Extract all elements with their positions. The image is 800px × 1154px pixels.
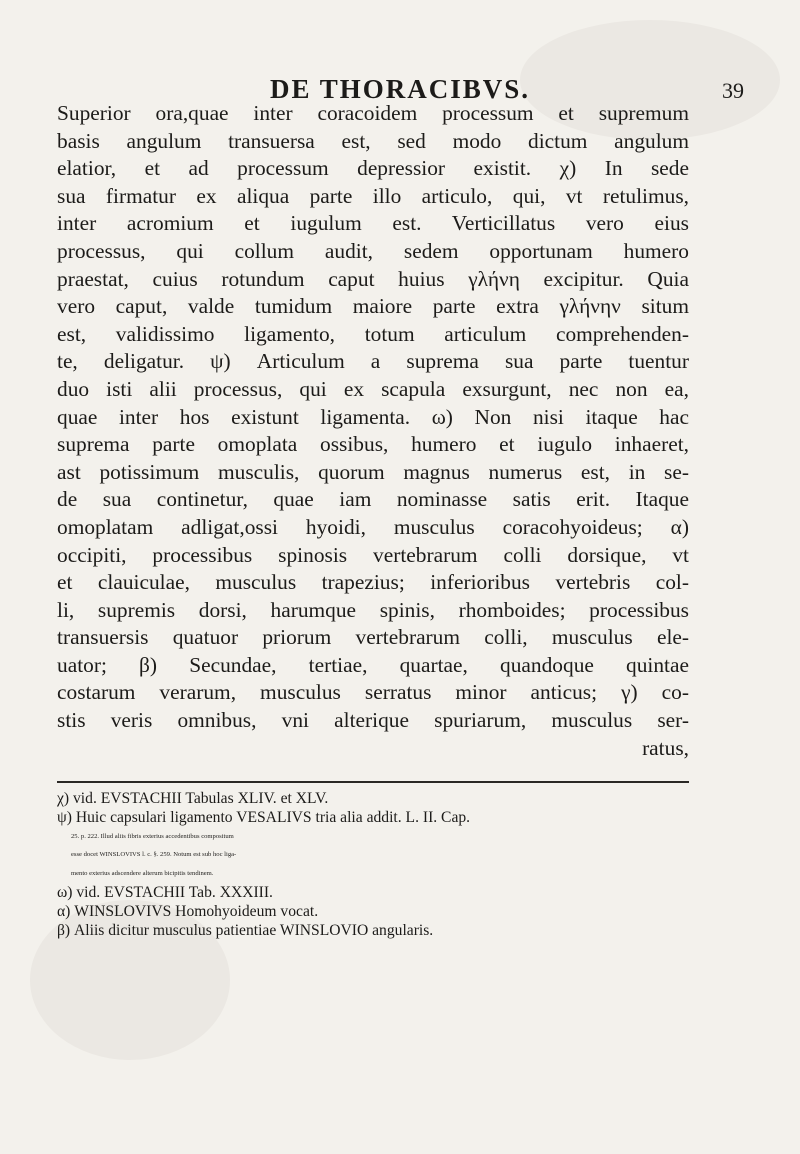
text-line: processus, qui collum audit, sedem opportunam humero: [57, 238, 689, 263]
text-line: et clauiculae, musculus trapezius; inferioribus vertebris col-: [57, 570, 689, 595]
text-line: basis angulum transuersa est, sed modo dictum angulum: [57, 128, 689, 153]
text-line: inter acromium et iugulum est. Verticillatus vero eius: [57, 211, 689, 236]
text-line: ast potissimum musculis, quorum magnus numerus est, in se-: [57, 459, 689, 484]
text-line: omoplatam adligat,ossi hyoidi, musculus coracohyoideus; α): [57, 514, 689, 539]
text-line: de sua continetur, quae iam nominasse satis erit. Itaque: [57, 487, 689, 512]
text-line: duo isti alii processus, qui ex scapula exsurgunt, nec non ea,: [57, 376, 689, 401]
text-line: stis veris omnibus, vni alterique spuriarum, musculus ser-: [57, 708, 689, 733]
footnote-line: esse docet WINSLOVIVS l. c. §. 259. Notum est sub hoc liga-: [71, 851, 237, 859]
text-line: est, validissimo ligamento, totum articulum comprehenden-: [57, 321, 689, 346]
text-line: sua firmatur ex aliqua parte illo articulo, qui, vt retulimus,: [57, 183, 689, 208]
footnote-line: ψ) Huic capsulari ligamento VESALIVS tria alia addit. L. II. Cap.: [57, 808, 471, 826]
text-line: ratus,: [642, 735, 689, 760]
text-line: occipiti, processibus spinosis vertebrarum colli dorsique, vt: [57, 542, 689, 567]
text-line: uator; β) Secundae, tertiae, quartae, quandoque quintae: [57, 652, 689, 677]
footnote-line: mento exterius adscendere alterum bicipitis tendinem.: [71, 870, 214, 878]
page-number: 39: [722, 78, 744, 103]
text-line: costarum verarum, musculus serratus minor anticus; γ) co-: [57, 680, 689, 705]
text-line: li, supremis dorsi, harumque spinis, rhomboides; processibus: [57, 597, 689, 622]
footnote-line: ω) vid. EVSTACHII Tab. XXXIII.: [57, 883, 273, 901]
text-line: elatior, et ad processum depressior existit. χ) In sede: [57, 156, 689, 181]
main-text: [57, 100, 689, 762]
footnote-rule: [57, 781, 689, 783]
footnotes: [57, 790, 689, 940]
text-line: quae inter hos existunt ligamenta. ω) Non nisi itaque hac: [57, 404, 689, 429]
text-line: suprema parte omoplata ossibus, humero et iugulo inhaeret,: [57, 432, 689, 457]
text-line: Superior ora,quae inter coracoidem processum et supremum: [57, 101, 689, 125]
footnote-line: β) Aliis dicitur musculus patientiae WINSLOVIO angularis.: [57, 921, 434, 939]
text-line: te, deligatur. ψ) Articulum a suprema sua parte tuentur: [57, 349, 689, 374]
footnote-line: 25. p. 222. Illud aliis fibris exterius accedentibus compositum: [71, 832, 234, 840]
text-line: transuersis quatuor priorum vertebrarum colli, musculus ele-: [57, 625, 689, 650]
running-title: DE THORACIBVS.: [269, 74, 531, 104]
text-line: praestat, cuius rotundum caput huius γλήνη excipitur. Quia: [57, 266, 689, 291]
footnote-line: α) WINSLOVIVS Homohyoideum vocat.: [57, 902, 319, 920]
text-line: vero caput, valde tumidum maiore parte extra γλήνην situm: [57, 294, 689, 319]
footnote-line: χ) vid. EVSTACHII Tabulas XLIV. et XLV.: [57, 790, 329, 807]
